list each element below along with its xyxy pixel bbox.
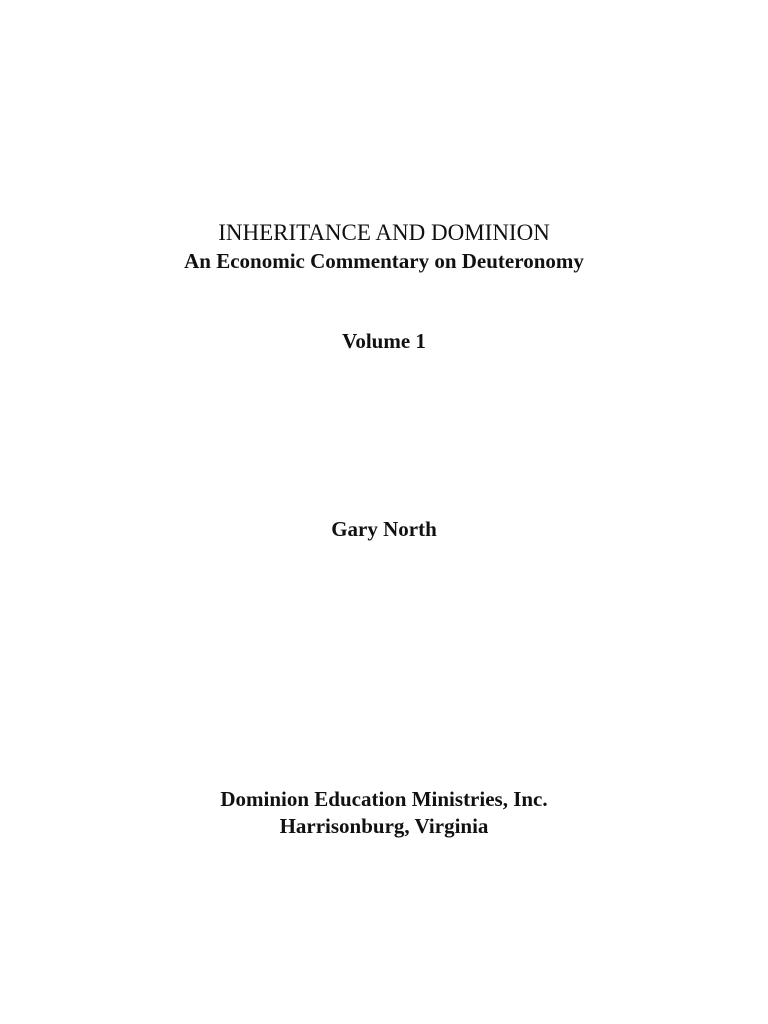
author-name: Gary North <box>331 517 437 541</box>
book-title: INHERITANCE AND DOMINION <box>218 220 550 245</box>
publisher-name: Dominion Education Ministries, Inc. <box>220 787 548 811</box>
publisher-location: Harrisonburg, Virginia <box>279 814 489 838</box>
volume-label: Volume 1 <box>342 329 426 353</box>
book-subtitle: An Economic Commentary on Deuteronomy <box>184 249 584 273</box>
